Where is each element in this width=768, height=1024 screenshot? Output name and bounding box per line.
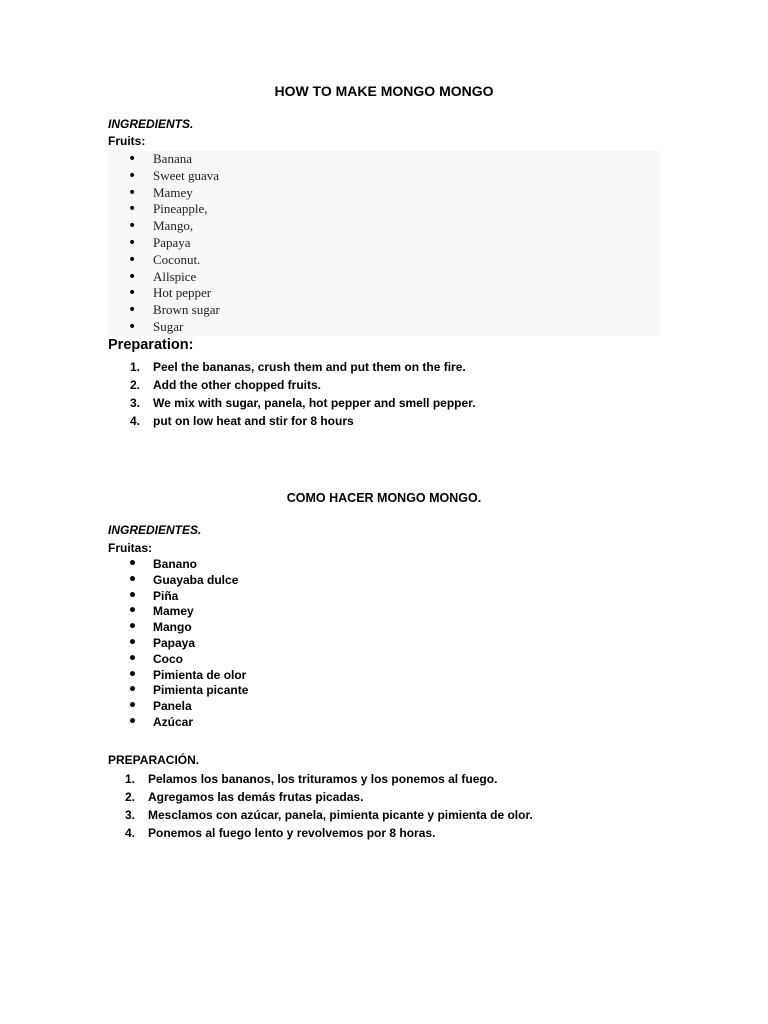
steps-list-es [125, 770, 533, 842]
spanish-title: COMO HACER MONGO MONGO. [286, 491, 482, 505]
list-item: • Pineapple, [108, 201, 220, 218]
step-number: 1. [130, 360, 141, 374]
list-item: • Sweet guava [108, 168, 220, 185]
step-item [130, 394, 476, 412]
step-number: 1. [125, 772, 136, 786]
english-title: HOW TO MAKE MONGO MONGO [274, 83, 494, 99]
ingredients-heading-en: INGREDIENTS. [108, 117, 194, 131]
list-item: • Piña [108, 589, 248, 605]
list-item: • Banana [108, 151, 220, 168]
step-item [125, 788, 533, 806]
fruits-label-es: Fruitas: [108, 541, 153, 555]
step-item [125, 806, 533, 824]
step-item [130, 412, 476, 430]
step-text: Pelamos los bananos, los trituramos y los ponemos al fuego. [148, 772, 498, 786]
step-number: 3. [130, 396, 141, 410]
step-text: Add the other chopped fruits. [153, 378, 321, 392]
step-number: 2. [130, 378, 141, 392]
steps-list-en [130, 358, 476, 430]
step-text: Peel the bananas, crush them and put them on the fire. [153, 360, 466, 374]
list-item: • Coco [108, 652, 248, 668]
step-text: Agregamos las demás frutas picadas. [148, 790, 364, 804]
preparation-heading-en: Preparation: [108, 337, 194, 353]
step-number: 3. [125, 808, 136, 822]
step-number: 4. [125, 826, 136, 840]
list-item: • Allspice [108, 269, 220, 286]
list-item: • Papaya [108, 636, 248, 652]
step-text: put on low heat and stir for 8 hours [153, 414, 354, 428]
list-item: • Hot pepper [108, 285, 220, 302]
list-item: • Papaya [108, 235, 220, 252]
step-text: Mesclamos con azúcar, panela, pimienta picante y pimienta de olor. [148, 808, 533, 822]
list-item: • Banano [108, 557, 248, 573]
list-item: • Mango, [108, 218, 220, 235]
list-item: • Coconut. [108, 252, 220, 269]
preparation-heading-es: PREPARACIÓN. [108, 753, 200, 767]
list-item: • Sugar [108, 319, 220, 336]
fruits-label-en: Fruits: [108, 134, 146, 148]
list-item: • Panela [108, 699, 248, 715]
fruit-list-es [108, 557, 248, 731]
list-item: • Mamey [108, 185, 220, 202]
list-item: • Azúcar [108, 715, 248, 731]
fruit-list-en [108, 151, 220, 336]
step-item [130, 358, 476, 376]
list-item: • Guayaba dulce [108, 573, 248, 589]
list-item: • Brown sugar [108, 302, 220, 319]
step-text: Ponemos al fuego lento y revolvemos por 8 horas. [148, 826, 436, 840]
step-item [125, 824, 533, 842]
step-item [130, 376, 476, 394]
list-item: • Mamey [108, 604, 248, 620]
step-number: 4. [130, 414, 141, 428]
list-item: • Pimienta picante [108, 683, 248, 699]
step-text: We mix with sugar, panela, hot pepper and smell pepper. [153, 396, 476, 410]
ingredients-heading-es: INGREDIENTES. [108, 523, 202, 537]
list-item: • Pimienta de olor [108, 668, 248, 684]
step-number: 2. [125, 790, 136, 804]
step-item [125, 770, 533, 788]
list-item: • Mango [108, 620, 248, 636]
